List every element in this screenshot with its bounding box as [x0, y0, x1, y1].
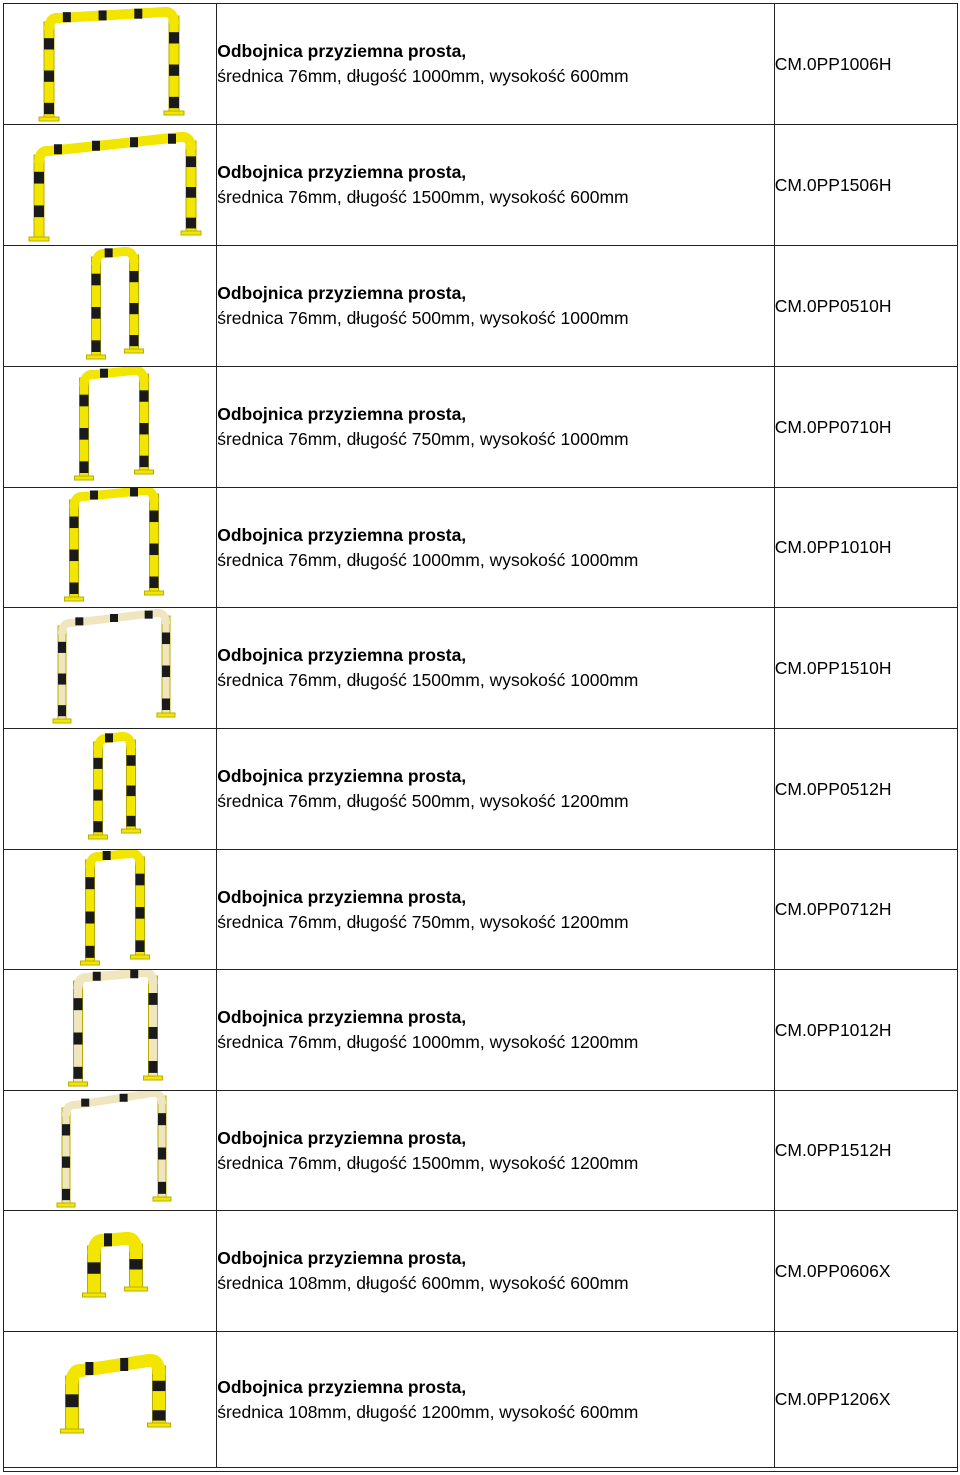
- product-spec: średnica 108mm, długość 1200mm, wysokość 600mm: [217, 1401, 639, 1422]
- product-spec: średnica 76mm, długość 1000mm, wysokość 600mm: [217, 66, 629, 86]
- right-post-stripe-shape: [130, 303, 139, 314]
- right-post-stripe-shape: [136, 940, 145, 952]
- product-image-cell: [4, 850, 217, 970]
- top-bar-stripe-shape: [100, 369, 108, 378]
- right-base-plate-shape: [145, 591, 164, 595]
- top-bar-shape: [90, 853, 140, 868]
- product-code: CM.0PP0710H: [774, 367, 957, 488]
- product-row: [4, 488, 958, 608]
- left-post-shape: [34, 155, 44, 239]
- product-name: Odbojnica przyziemna prosta,: [217, 524, 467, 545]
- left-base-plate-shape: [65, 597, 84, 601]
- right-post-stripe-shape: [158, 1113, 166, 1125]
- left-base-plate-shape: [83, 1293, 106, 1297]
- product-image: [4, 488, 216, 608]
- right-post-stripe-shape: [150, 544, 159, 556]
- product-name: Odbojnica przyziemna prosta,: [217, 766, 467, 786]
- left-base-plate-shape: [39, 117, 59, 121]
- left-post-stripe-shape: [92, 340, 101, 352]
- product-code: CM.0PP1512H: [774, 1091, 957, 1211]
- left-post-stripe-shape: [66, 1394, 79, 1407]
- top-bar-stripe-shape: [75, 617, 83, 625]
- product-code: CM.0PP1006H: [774, 4, 957, 125]
- product-description-cell: [217, 488, 775, 608]
- top-bar-stripe-shape: [105, 733, 113, 742]
- left-post-stripe-shape: [44, 103, 54, 114]
- product-image: [4, 850, 216, 970]
- product-name: Odbojnica przyziemna prosta,: [217, 645, 467, 665]
- product-spec: średnica 76mm, długość 500mm, wysokość 1200mm: [217, 791, 629, 811]
- right-base-plate-shape: [125, 349, 144, 353]
- product-image-cell: [4, 246, 217, 367]
- product-image: [4, 970, 216, 1091]
- right-post-stripe-shape: [130, 1259, 143, 1270]
- product-image: [4, 367, 216, 488]
- left-base-plate-shape: [53, 719, 71, 723]
- product-image-cell: [4, 1211, 217, 1332]
- left-post-stripe-shape: [58, 705, 66, 716]
- product-description-cell: [217, 1091, 775, 1211]
- product-code: CM.0PP0712H: [774, 850, 957, 970]
- product-spec: średnica 76mm, długość 1500mm, wysokość 1200mm: [217, 1152, 639, 1173]
- right-post-stripe-shape: [149, 1027, 158, 1039]
- top-bar-stripe-shape: [145, 611, 153, 619]
- top-bar-stripe-shape: [93, 972, 101, 981]
- product-name: Odbojnica przyziemna prosta,: [217, 1007, 467, 1027]
- left-post-stripe-shape: [34, 205, 44, 217]
- product-image-cell: [4, 367, 217, 488]
- top-bar-stripe-shape: [99, 10, 107, 20]
- right-post-stripe-shape: [149, 1061, 158, 1073]
- right-post-stripe-shape: [136, 874, 145, 886]
- barrier-wide-tall-icon: [65, 488, 164, 601]
- left-post-stripe-shape: [86, 877, 95, 889]
- left-post-stripe-shape: [88, 1262, 101, 1273]
- barrier-wide-tallest-icon: [69, 970, 163, 1086]
- product-image: [4, 4, 216, 125]
- product-image: [4, 1332, 216, 1468]
- top-bar-stripe-shape: [120, 1094, 128, 1102]
- top-bar-stripe-shape: [54, 144, 62, 154]
- top-bar-shape: [74, 490, 154, 508]
- right-base-plate-shape: [157, 713, 175, 717]
- product-image-cell: [4, 1332, 217, 1468]
- top-bar-stripe-shape: [110, 614, 118, 622]
- left-base-plate-shape: [75, 476, 94, 480]
- right-post-stripe-shape: [169, 97, 179, 108]
- product-description-cell: [217, 246, 775, 367]
- top-bar-shape: [72, 1360, 159, 1384]
- top-bar-stripe-shape: [134, 9, 142, 19]
- right-post-stripe-shape: [127, 786, 136, 797]
- top-bar-shape: [94, 1238, 136, 1254]
- right-post-stripe-shape: [158, 1148, 166, 1160]
- left-post-stripe-shape: [80, 461, 89, 473]
- top-bar-shape: [96, 251, 134, 265]
- top-bar-stripe-shape: [103, 851, 111, 860]
- product-image-cell: [4, 729, 217, 850]
- left-post-stripe-shape: [92, 307, 101, 319]
- product-name: Odbojnica przyziemna prosta,: [217, 41, 467, 61]
- product-code: CM.0PP0510H: [774, 246, 957, 367]
- product-row: [4, 1332, 958, 1468]
- product-description-cell: [217, 367, 775, 488]
- left-post-stripe-shape: [74, 1067, 83, 1079]
- right-post-stripe-shape: [150, 511, 159, 523]
- top-bar-stripe-shape: [168, 134, 176, 144]
- right-base-plate-shape: [122, 829, 141, 833]
- product-spec: średnica 76mm, długość 750mm, wysokość 1000mm: [217, 429, 629, 449]
- product-table: [3, 3, 958, 1468]
- product-code: CM.0PP0512H: [774, 729, 957, 850]
- barrier-thick-wide-icon: [61, 1358, 171, 1433]
- product-spec: średnica 76mm, długość 1000mm, wysokość 1200mm: [217, 1032, 639, 1052]
- left-post-stripe-shape: [94, 758, 103, 769]
- left-base-plate-shape: [61, 1429, 84, 1433]
- product-description-cell: [217, 1332, 775, 1468]
- right-post-stripe-shape: [153, 1410, 166, 1420]
- right-post-stripe-shape: [186, 187, 196, 198]
- top-bar-stripe-shape: [92, 141, 100, 151]
- product-name: Odbojnica przyziemna prosta,: [217, 162, 467, 182]
- barrier-medium-tallest-icon: [81, 851, 150, 965]
- product-row: [4, 608, 958, 729]
- top-bar-stripe-shape: [85, 1362, 93, 1375]
- left-post-stripe-shape: [58, 642, 66, 653]
- product-name: Odbojnica przyziemna prosta,: [217, 1376, 467, 1397]
- product-image: [4, 729, 216, 850]
- right-base-plate-shape: [148, 1423, 171, 1427]
- top-bar-shape: [84, 370, 144, 386]
- product-image: [4, 125, 216, 246]
- right-post-stripe-shape: [127, 755, 136, 766]
- right-post-stripe-shape: [136, 907, 145, 919]
- right-base-plate-shape: [153, 1197, 171, 1201]
- product-description-cell: [217, 970, 775, 1091]
- right-post-stripe-shape: [130, 271, 139, 282]
- left-base-plate-shape: [29, 237, 49, 241]
- product-name: Odbojnica przyziemna prosta,: [217, 886, 467, 907]
- left-post-stripe-shape: [94, 790, 103, 801]
- product-image-cell: [4, 1091, 217, 1211]
- table-bottom-border: [3, 1467, 958, 1472]
- product-code: CM.0PP1012H: [774, 970, 957, 1091]
- left-post-stripe-shape: [70, 550, 79, 562]
- product-name: Odbojnica przyziemna prosta,: [217, 1127, 467, 1148]
- product-code: CM.0PP1206X: [774, 1332, 957, 1468]
- product-image-cell: [4, 125, 217, 246]
- left-post-stripe-shape: [70, 517, 79, 529]
- right-base-plate-shape: [164, 111, 184, 115]
- product-spec: średnica 76mm, długość 1000mm, wysokość 1000mm: [217, 549, 639, 570]
- left-post-stripe-shape: [44, 38, 54, 49]
- left-base-plate-shape: [89, 835, 108, 839]
- product-image: [4, 1211, 216, 1332]
- product-description-cell: [217, 125, 775, 246]
- product-name: Odbojnica przyziemna prosta,: [217, 1248, 467, 1268]
- top-bar-stripe-shape: [90, 491, 98, 500]
- product-description-cell: [217, 4, 775, 125]
- right-post-stripe-shape: [149, 993, 158, 1005]
- product-row: [4, 729, 958, 850]
- product-code: CM.0PP1506H: [774, 125, 957, 246]
- right-base-plate-shape: [135, 470, 154, 474]
- right-base-plate-shape: [131, 955, 150, 959]
- right-post-stripe-shape: [150, 577, 159, 589]
- left-post-stripe-shape: [58, 674, 66, 685]
- product-spec: średnica 108mm, długość 600mm, wysokość 600mm: [217, 1273, 629, 1293]
- product-spec: średnica 76mm, długość 1500mm, wysokość 1000mm: [217, 670, 639, 690]
- left-base-plate-shape: [87, 355, 106, 359]
- barrier-wide-low-icon: [39, 9, 184, 121]
- right-base-plate-shape: [144, 1076, 163, 1080]
- barrier-extra-wide-low-icon: [29, 134, 201, 241]
- product-row: [4, 1211, 958, 1332]
- right-post-stripe-shape: [153, 1381, 166, 1391]
- product-description-cell: [217, 850, 775, 970]
- product-row: [4, 850, 958, 970]
- product-name: Odbojnica przyziemna prosta,: [217, 404, 467, 424]
- left-post-stripe-shape: [80, 428, 89, 440]
- top-bar-stripe-shape: [120, 1358, 128, 1371]
- product-row: [4, 4, 958, 125]
- right-post-stripe-shape: [158, 1182, 166, 1194]
- product-name: Odbojnica przyziemna prosta,: [217, 283, 467, 303]
- product-spec: średnica 76mm, długość 750mm, wysokość 1200mm: [217, 911, 629, 932]
- left-post-stripe-shape: [94, 821, 103, 832]
- right-post-stripe-shape: [127, 816, 136, 827]
- left-base-plate-shape: [81, 961, 100, 965]
- right-post-stripe-shape: [140, 423, 149, 434]
- right-post-stripe-shape: [186, 156, 196, 167]
- left-post-stripe-shape: [74, 998, 83, 1010]
- left-post-stripe-shape: [62, 1189, 70, 1200]
- product-image: [4, 246, 216, 367]
- left-post-stripe-shape: [44, 71, 54, 82]
- right-post-stripe-shape: [169, 32, 179, 43]
- product-code: CM.0PP0606X: [774, 1211, 957, 1332]
- barrier-extra-wide-tallest-icon: [57, 1093, 171, 1207]
- product-spec: średnica 76mm, długość 1500mm, wysokość 600mm: [217, 187, 629, 207]
- right-post-stripe-shape: [162, 666, 170, 678]
- product-row: [4, 970, 958, 1091]
- product-row: [4, 246, 958, 367]
- product-image-cell: [4, 608, 217, 729]
- product-code: CM.0PP1010H: [774, 488, 957, 608]
- top-bar-stripe-shape: [130, 488, 138, 497]
- barrier-extra-wide-tall-icon: [53, 611, 175, 723]
- left-post-stripe-shape: [74, 1033, 83, 1045]
- product-table-body: [4, 4, 958, 1468]
- top-bar-shape: [66, 1093, 162, 1116]
- product-image: [4, 1091, 216, 1211]
- right-post-stripe-shape: [130, 335, 139, 346]
- right-base-plate-shape: [125, 1287, 148, 1291]
- product-image: [4, 608, 216, 729]
- left-post-stripe-shape: [34, 172, 44, 184]
- top-bar-stripe-shape: [63, 12, 71, 22]
- product-row: [4, 1091, 958, 1211]
- left-post-stripe-shape: [86, 946, 95, 958]
- right-post-stripe-shape: [186, 218, 196, 229]
- right-base-plate-shape: [181, 231, 201, 235]
- left-post-stripe-shape: [62, 1157, 70, 1168]
- product-image-cell: [4, 970, 217, 1091]
- product-code: CM.0PP1510H: [774, 608, 957, 729]
- barrier-narrow-tall-icon: [87, 248, 144, 359]
- left-base-plate-shape: [57, 1203, 75, 1207]
- product-description-cell: [217, 608, 775, 729]
- right-post-stripe-shape: [162, 633, 170, 645]
- product-spec: średnica 76mm, długość 500mm, wysokość 1000mm: [217, 308, 629, 328]
- right-post-stripe-shape: [140, 390, 149, 401]
- right-post-stripe-shape: [140, 456, 149, 467]
- top-bar-stripe-shape: [104, 1233, 112, 1246]
- product-description-cell: [217, 729, 775, 850]
- product-row: [4, 367, 958, 488]
- left-post-stripe-shape: [80, 395, 89, 407]
- product-image-cell: [4, 4, 217, 125]
- left-post-stripe-shape: [86, 912, 95, 924]
- product-row: [4, 125, 958, 246]
- right-post-stripe-shape: [169, 65, 179, 76]
- top-bar-stripe-shape: [130, 970, 138, 978]
- barrier-narrow-tallest-icon: [89, 733, 141, 839]
- top-bar-stripe-shape: [81, 1099, 89, 1107]
- top-bar-stripe-shape: [130, 137, 138, 147]
- left-base-plate-shape: [69, 1082, 88, 1086]
- left-post-stripe-shape: [70, 583, 79, 595]
- product-image-cell: [4, 488, 217, 608]
- left-post-stripe-shape: [62, 1124, 70, 1135]
- left-post-stripe-shape: [92, 274, 101, 286]
- top-bar-shape: [78, 972, 153, 989]
- barrier-medium-tall-icon: [75, 369, 154, 480]
- barrier-thick-small-icon: [83, 1233, 148, 1297]
- right-post-stripe-shape: [162, 699, 170, 711]
- top-bar-stripe-shape: [105, 248, 113, 257]
- product-description-cell: [217, 1211, 775, 1332]
